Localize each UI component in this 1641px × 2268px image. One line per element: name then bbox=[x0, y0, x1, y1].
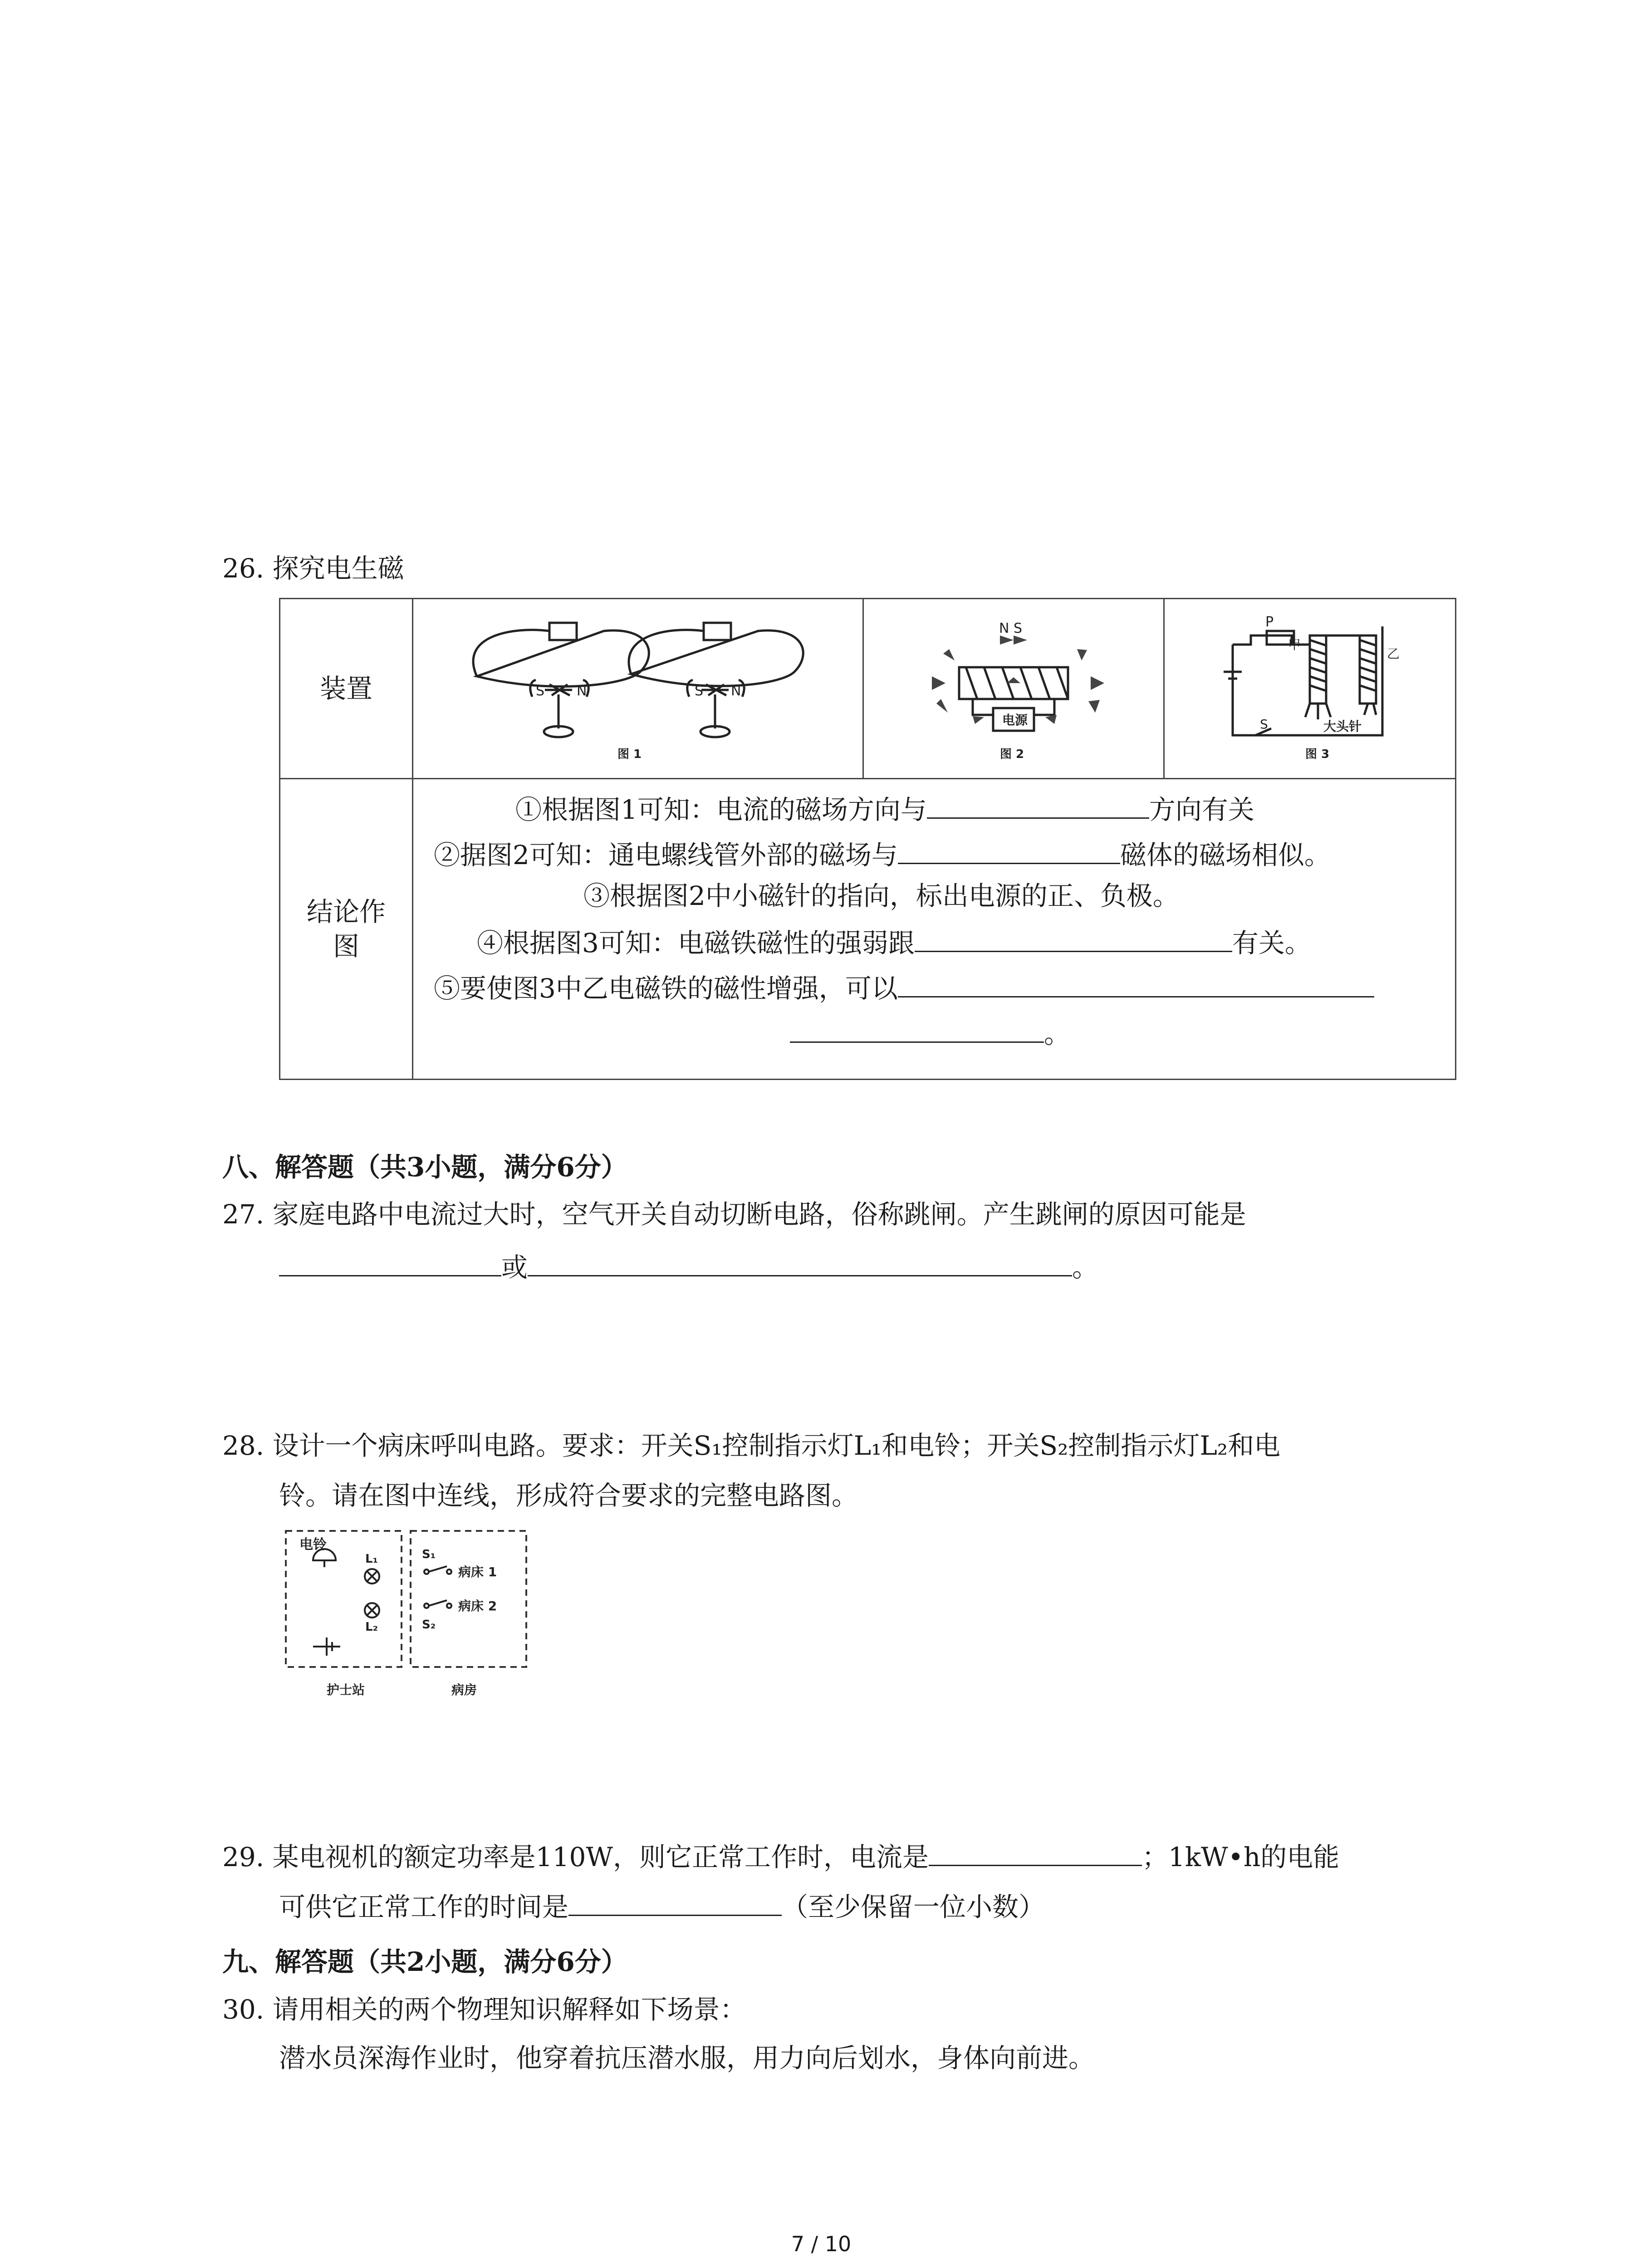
q26-blank2[interactable] bbox=[898, 837, 1120, 864]
fig2-ns-label: N S bbox=[999, 621, 1023, 636]
q26-line2-tail: 磁体的磁场相似。 bbox=[1120, 840, 1331, 870]
q26-line4-text: ④根据图3可知：电磁铁磁性的强弱跟 bbox=[477, 928, 915, 958]
fig1-n-label-2: N bbox=[731, 683, 741, 699]
q26-table bbox=[279, 598, 1456, 1080]
fig3-caption: 图 3 bbox=[1305, 748, 1330, 761]
q27-or: 或 bbox=[501, 1252, 528, 1283]
q29-line1 bbox=[222, 1839, 1339, 1873]
section8-heading: 八、解答题（共3小题，满分6分） bbox=[222, 1152, 627, 1183]
fig2-cell bbox=[863, 599, 1164, 779]
q26-line4 bbox=[477, 925, 1311, 959]
q26-line1 bbox=[515, 792, 1254, 826]
q28-line1: 28. 设计一个病床呼叫电路。要求：开关S₁控制指示灯L₁和电铃；开关S₂控制指示灯L₂和电 bbox=[222, 1430, 1281, 1461]
q27-end: 。 bbox=[1072, 1252, 1099, 1283]
q26-line3: ③根据图2中小磁针的指向，标出电源的正、负极。 bbox=[583, 880, 1179, 911]
q28-circuit-diagram bbox=[281, 1526, 535, 1708]
q29-line1-tail: ；1kW•h的电能 bbox=[1142, 1842, 1340, 1872]
q26-row1-label: 装置 bbox=[319, 673, 372, 704]
s2-label: S₂ bbox=[422, 1618, 436, 1632]
fig1-diagram bbox=[413, 599, 862, 776]
q29-line2-text: 可供它正常工作的时间是 bbox=[279, 1892, 569, 1922]
section9-heading: 九、解答题（共2小题，满分6分） bbox=[222, 1946, 627, 1977]
fig2-diagram bbox=[864, 599, 1163, 776]
q26-line6-tail: 。 bbox=[1044, 1018, 1071, 1049]
s1-label: S₁ bbox=[422, 1548, 436, 1561]
fig3-cell bbox=[1164, 599, 1456, 779]
q26-blank4[interactable] bbox=[915, 925, 1232, 952]
l1-label: L₁ bbox=[365, 1552, 378, 1566]
fig1-cell bbox=[413, 599, 863, 779]
q26-line4-tail: 有关。 bbox=[1232, 928, 1311, 958]
fig1-s-label-2: S bbox=[695, 683, 704, 699]
q30-line1: 30. 请用相关的两个物理知识解释如下场景： bbox=[222, 1994, 746, 2025]
q26-row2-label-cell bbox=[280, 779, 413, 1080]
q26-line1-tail: 方向有关 bbox=[1149, 794, 1254, 825]
fig3-pins-label: 大头针 bbox=[1323, 719, 1362, 734]
q29-blank1[interactable] bbox=[929, 1839, 1142, 1866]
q29-blank2[interactable] bbox=[568, 1889, 782, 1916]
page-number: 7 / 10 bbox=[791, 2232, 852, 2256]
fig2-source-label: 电源 bbox=[1002, 713, 1028, 728]
fig1-n-label: N bbox=[577, 683, 587, 699]
fig3-p-label: P bbox=[1265, 614, 1274, 630]
nurse-label: 护士站 bbox=[327, 1682, 365, 1697]
q26-line5-text: ⑤要使图3中乙电磁铁的磁性增强，可以 bbox=[434, 973, 898, 1004]
l2-label: L₂ bbox=[365, 1620, 378, 1634]
fig3-jia-label: 甲 bbox=[1288, 637, 1301, 652]
fig1-s-label: S bbox=[536, 683, 545, 699]
fig3-diagram bbox=[1165, 599, 1455, 776]
bed1-label: 病床 1 bbox=[458, 1564, 497, 1579]
fig1-caption: 图 1 bbox=[617, 748, 642, 761]
q27-blank2[interactable] bbox=[528, 1250, 1072, 1276]
fig2-caption: 图 2 bbox=[1000, 748, 1024, 761]
q26-row2-label-1: 结论作 bbox=[306, 896, 386, 927]
q27-blank1[interactable] bbox=[279, 1250, 501, 1276]
q26-conclusion-cell bbox=[413, 779, 1456, 1080]
bed2-label: 病床 2 bbox=[458, 1598, 497, 1613]
q30-line2: 潜水员深海作业时，他穿着抗压潜水服，用力向后划水，身体向前进。 bbox=[279, 2043, 1095, 2073]
q26-line2 bbox=[434, 837, 1331, 871]
q27-line1: 27. 家庭电路中电流过大时，空气开关自动切断电路，俗称跳闸。产生跳闸的原因可能是 bbox=[222, 1199, 1246, 1230]
q29-line2-tail: （至少保留一位小数） bbox=[782, 1892, 1045, 1922]
q26-line1-text: ①根据图1可知：电流的磁场方向与 bbox=[515, 794, 927, 825]
q26-blank5-cont[interactable] bbox=[790, 1016, 1044, 1043]
q26-row2-label-2: 图 bbox=[333, 931, 359, 962]
bell-label: 电铃 bbox=[299, 1537, 327, 1553]
q26-blank1[interactable] bbox=[927, 792, 1149, 819]
q26-row1-label-cell bbox=[280, 599, 413, 779]
q26-title: 26. 探究电生磁 bbox=[222, 553, 404, 584]
ward-label: 病房 bbox=[451, 1682, 477, 1697]
q29-line2 bbox=[279, 1889, 1045, 1923]
q26-line6 bbox=[790, 1016, 1070, 1050]
q26-blank5[interactable] bbox=[898, 971, 1374, 997]
q28-line2: 铃。请在图中连线，形成符合要求的完整电路图。 bbox=[279, 1480, 858, 1511]
fig3-yi-label: 乙 bbox=[1387, 646, 1400, 661]
fig3-s-label: S bbox=[1260, 717, 1268, 732]
q26-line2-text: ②据图2可知：通电螺线管外部的磁场与 bbox=[434, 840, 898, 870]
q29-line1-text: 29. 某电视机的额定功率是110W，则它正常工作时，电流是 bbox=[222, 1842, 929, 1872]
q26-line5 bbox=[434, 971, 1374, 1004]
q27-line2 bbox=[279, 1250, 1098, 1283]
